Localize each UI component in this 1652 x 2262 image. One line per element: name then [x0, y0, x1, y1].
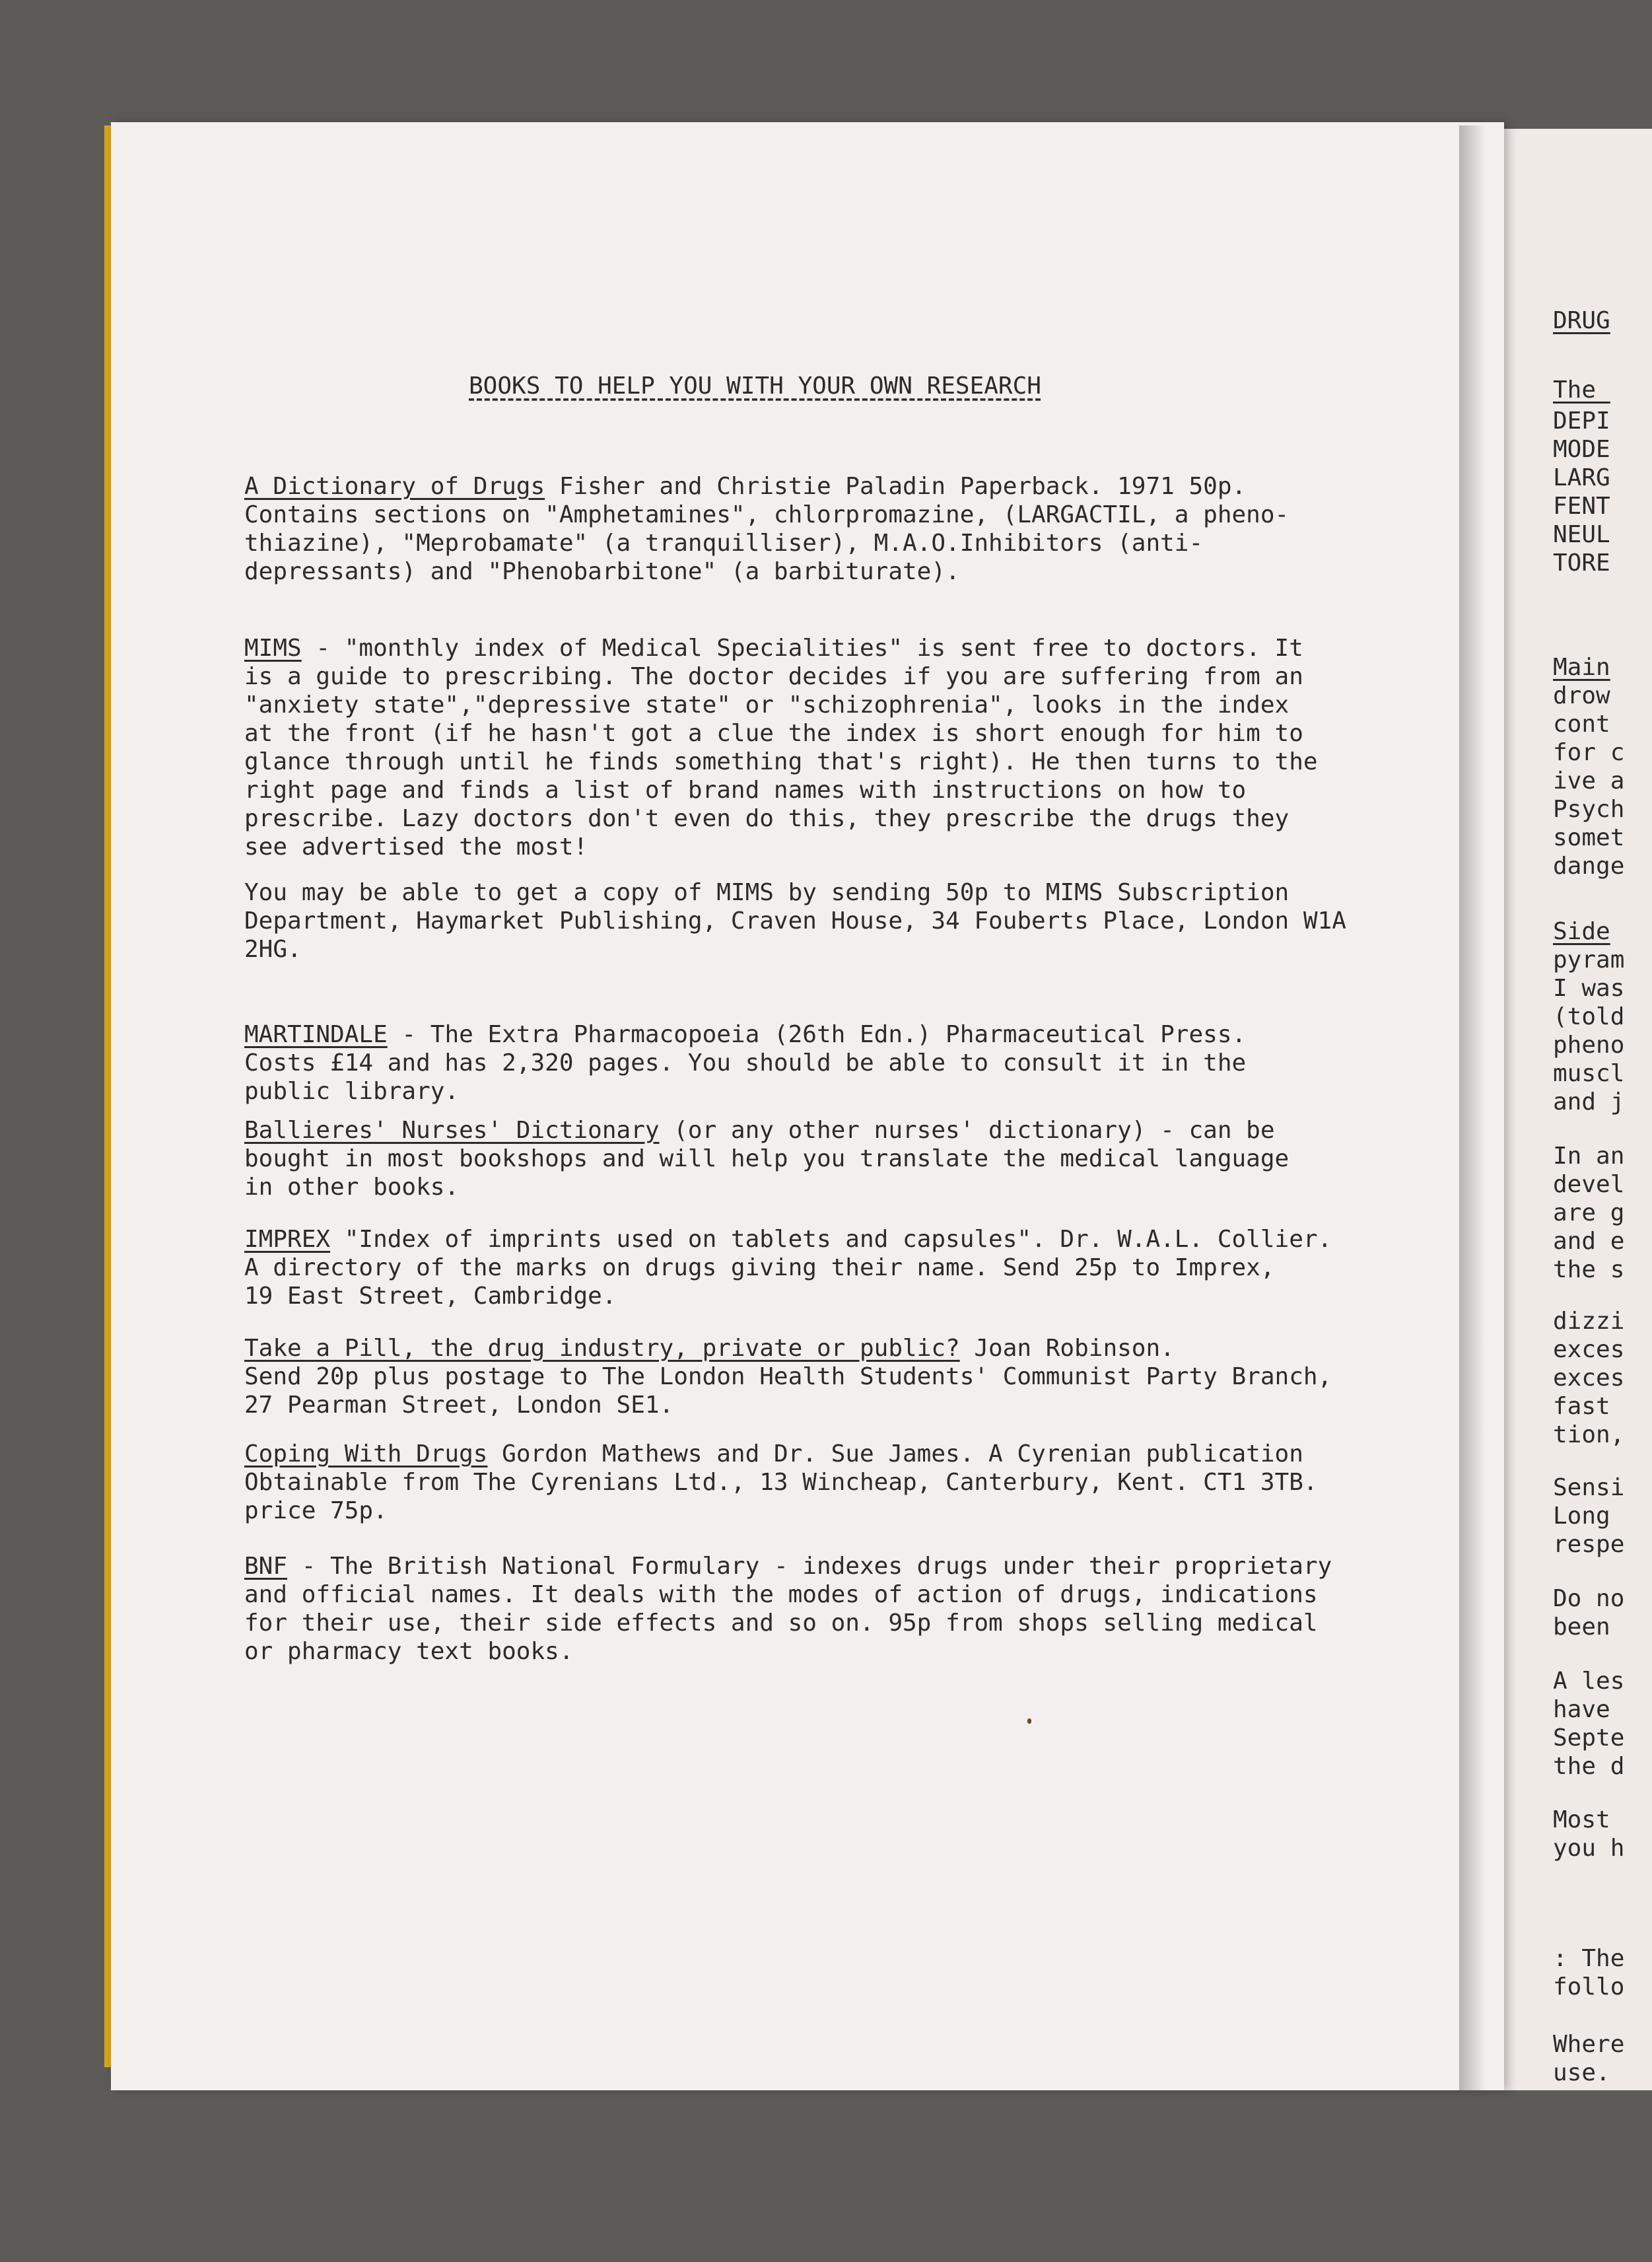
facing-page-line: the s [1553, 1256, 1625, 1283]
book-entry [244, 1552, 1472, 1666]
book-entry [244, 1225, 1472, 1310]
facing-page-line: pyram [1553, 946, 1625, 973]
facing-page-line: TORE [1553, 549, 1610, 577]
facing-page-line: In an [1553, 1143, 1625, 1170]
book-entry [244, 634, 1472, 861]
book-title: Ballieres' Nurses' Dictionary [244, 1117, 660, 1144]
facing-page-line: FENT [1553, 493, 1610, 520]
page-gutter-shadow [1459, 125, 1486, 2090]
facing-page-line: Most [1553, 1806, 1610, 1833]
facing-page-line: dizzi [1553, 1308, 1625, 1335]
facing-page-line: muscl [1553, 1060, 1625, 1087]
book-title: Take a Pill, the drug industry, private or public? [244, 1335, 960, 1362]
facing-page-line: follo [1553, 1973, 1625, 2000]
facing-page-line: Long [1553, 1502, 1610, 1530]
facing-page-line: NEUL [1553, 521, 1610, 548]
facing-page-line: A les [1553, 1668, 1625, 1695]
facing-page-line: DRUG [1553, 307, 1610, 334]
book-description: Fisher and Christie Paladin Paperback. 1971 50p. Contains sections on "Amphetamines", chlorpromazine, (LARGACTIL, a pheno- thiazine), "Meprobamate" (a tranquilliser), M.A.O.Inhibitors (anti- depressants) and "Phenobarbitone" (a barbiturate). [244, 473, 1290, 585]
facing-page-line: tion, [1553, 1421, 1625, 1448]
book-description: You may be able to get a copy of MIMS by sending 50p to MIMS Subscription Department, Haymarket Publishing, Craven House, 34 Fouberts Place, London W1A 2HG. [244, 879, 1346, 963]
facing-page-line: LARG [1553, 464, 1610, 491]
page-title: BOOKS TO HELP YOU WITH YOUR OWN RESEARCH [469, 372, 1041, 400]
facing-page-line: and e [1553, 1228, 1625, 1255]
book-description: Joan Robinson. Send 20p plus postage to The London Health Students' Communist Party Branch, 27 Pearman Street, London SE1. [244, 1335, 1332, 1419]
book-description: - The British National Formulary - indexes drugs under their proprietary and official names. It deals with the modes of action of drugs, indications for their use, their side effects and so on. 95p from shops selling medical or pharmacy text books. [244, 1553, 1332, 1665]
facing-page-line: pheno [1553, 1032, 1625, 1059]
book-entry [244, 472, 1472, 586]
book-description: "Index of imprints used on tablets and capsules". Dr. W.A.L. Collier. A directory of the marks on drugs giving their name. Send 25p to Imprex, 19 East Street, Cambridge. [244, 1226, 1332, 1310]
facing-page-line: cont [1553, 711, 1610, 738]
facing-page-line: use. [1553, 2059, 1610, 2086]
facing-page-line: (told [1553, 1003, 1625, 1030]
facing-page-line: DEPI [1553, 407, 1610, 435]
facing-page-line: drow [1553, 682, 1610, 709]
facing-page-line: dange [1553, 853, 1625, 880]
facing-page-line: Sensi [1553, 1474, 1625, 1501]
facing-page-line: Septe [1553, 1724, 1625, 1751]
book-entry [244, 1440, 1472, 1525]
book-description: - The Extra Pharmacopoeia (26th Edn.) Pharmaceutical Press. Costs £14 and has 2,320 pages. You should be able to consult it in the public library. [244, 1021, 1247, 1105]
book-description: - "monthly index of Medical Specialities" is sent free to doctors. It is a guide to prescribing. The doctor decides if you are suffering from an "anxiety state","depressive state" or "schizophrenia", looks in the index at the front (if he hasn't got a clue the index is short enough for him to glance through until he finds something that's right). He then turns to the right page and finds a list of brand names with instructions on how to prescribe. Lazy doctors don't even do this, they prescribe the drugs they see advertised the most! [244, 635, 1318, 861]
facing-page-line: MODE [1553, 436, 1610, 463]
facing-page-line: been [1553, 1613, 1610, 1641]
facing-page-line: respe [1553, 1531, 1625, 1558]
book-title: MIMS [244, 635, 302, 662]
facing-page-line: Where [1553, 2031, 1625, 2058]
facing-page-line: devel [1553, 1171, 1625, 1198]
book-entry [244, 1334, 1472, 1419]
book-title: BNF [244, 1553, 288, 1580]
facing-page-line: fast [1553, 1393, 1610, 1420]
book-title: IMPREX [244, 1226, 331, 1253]
facing-page-line: Main [1553, 654, 1610, 681]
facing-page-line: exces [1553, 1336, 1625, 1363]
facing-page-line: : The [1553, 1945, 1625, 1972]
facing-page-line: the d [1553, 1753, 1625, 1780]
facing-page-line: for c [1553, 739, 1625, 766]
facing-page-line: Psych [1553, 796, 1625, 823]
document-page [111, 122, 1504, 2090]
facing-page-line: The [1553, 376, 1610, 404]
book-entry [244, 1116, 1472, 1201]
facing-page-line: are g [1553, 1199, 1625, 1226]
facing-page-line: exces [1553, 1364, 1625, 1392]
book-description: (or any other nurses' dictionary) - can be bought in most bookshops and will help you translate the medical language in other books. [244, 1117, 1290, 1201]
facing-page-line: I was [1553, 975, 1625, 1002]
book-title: Coping With Drugs [244, 1440, 488, 1467]
facing-page-line: Do no [1553, 1585, 1625, 1612]
book-description: Gordon Mathews and Dr. Sue James. A Cyrenian publication Obtainable from The Cyrenians Ltd., 13 Wincheap, Canterbury, Kent. CT1 3TB. price 75p. [244, 1440, 1318, 1524]
facing-page-line: Side [1553, 918, 1610, 945]
book-entry [244, 878, 1472, 964]
facing-page-line: ive a [1553, 767, 1625, 795]
facing-page-line: somet [1553, 824, 1625, 851]
facing-page-line: and j [1553, 1088, 1625, 1115]
book-title: A Dictionary of Drugs [244, 473, 545, 500]
book-title: MARTINDALE [244, 1021, 388, 1048]
facing-page-line: have [1553, 1696, 1610, 1723]
paper-speck [1027, 1718, 1031, 1724]
book-entry [244, 1020, 1472, 1106]
facing-page-line: you h [1553, 1835, 1625, 1862]
